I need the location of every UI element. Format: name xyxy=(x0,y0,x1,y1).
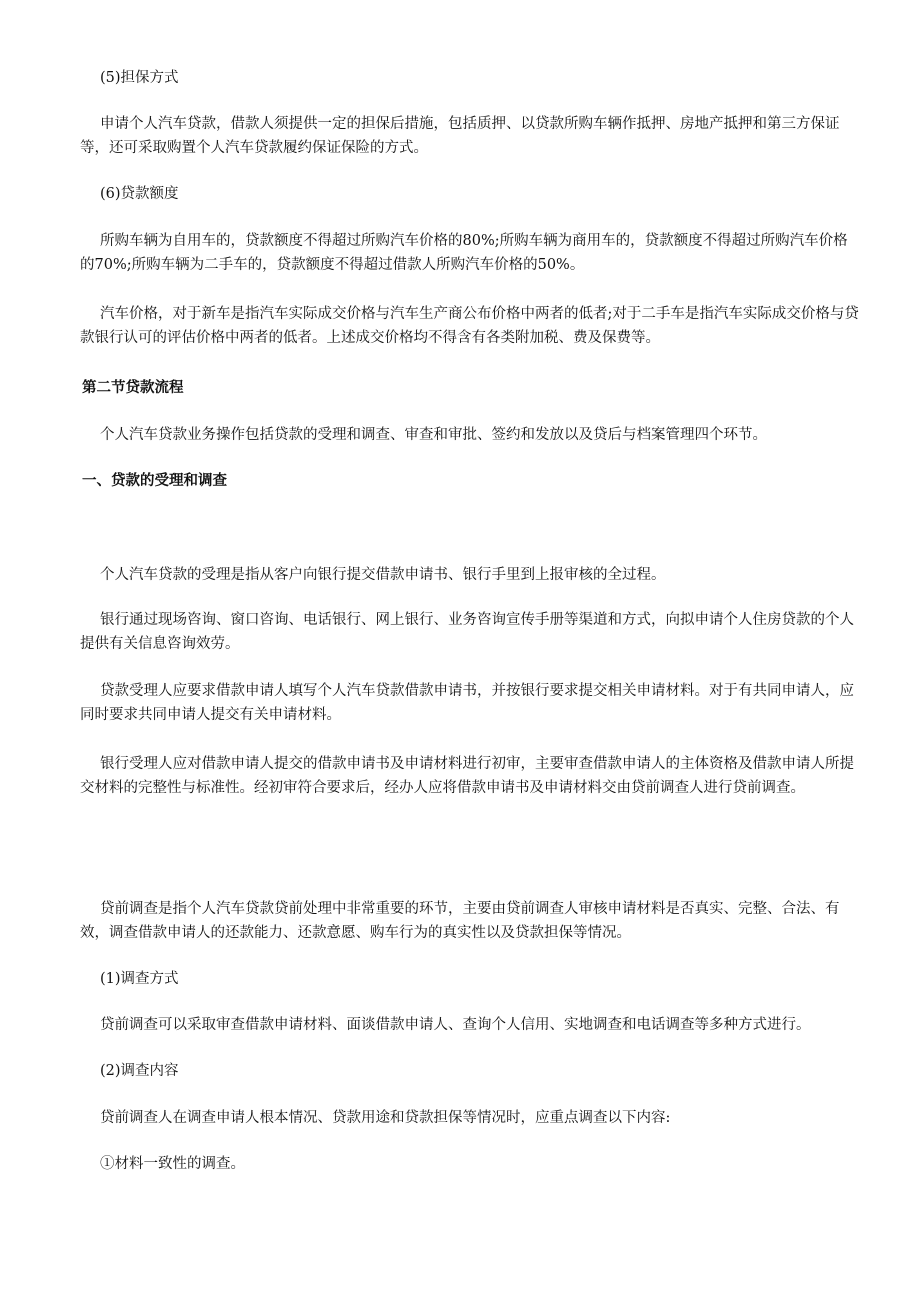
paragraph-consulting: 银行通过现场咨询、窗口咨询、电话银行、网上银行、业务咨询宣传手册等渠道和方式，向拟申请个人住房贷款的个人提供有关信息咨询效劳。 xyxy=(80,612,854,652)
section-label-content: (2)调查内容 xyxy=(100,1063,179,1079)
paragraph-initial-review: 银行受理人应对借款申请人提交的借款申请书及申请材料进行初审，主要审查借款申请人的主体资格及借款申请人所提交材料的完整性与标准性。经初审符合要求后，经办人应将借款申请书及申请材料交由贷前调查人进行贷前调查。 xyxy=(80,756,854,796)
paragraph-acceptance-def: 个人汽车贷款的受理是指从客户向银行提交借款申请书、银行手里到上报审核的全过程。 xyxy=(100,567,666,583)
paragraph-application: 贷款受理人应要求借款申请人填写个人汽车贷款借款申请书，并按银行要求提交相关申请材料。对于有共同申请人，应同时要求共同申请人提交有关申请材料。 xyxy=(80,683,854,723)
heading-section-2: 第二节贷款流程 xyxy=(82,379,184,396)
heading-acceptance: 一、贷款的受理和调查 xyxy=(82,472,227,489)
paragraph-car-price: 汽车价格，对于新车是指汽车实际成交价格与汽车生产商公布价格中两者的低者;对于二手车是指汽车实际成交价格与贷款银行认可的评估价格中两者的低者。上述成交价格均不得含有各类附加税、费及保费等。 xyxy=(80,306,859,346)
paragraph-pre-loan: 贷前调查是指个人汽车贷款贷前处理中非常重要的环节，主要由贷前调查人审核申请材料是否真实、完整、合法、有效，调查借款申请人的还款能力、还款意愿、购车行为的真实性以及贷款担保等情况。 xyxy=(80,901,840,941)
list-item-consistency: ①材料一致性的调查。 xyxy=(100,1156,245,1172)
paragraph-guarantee: 申请个人汽车贷款，借款人须提供一定的担保后措施，包括质押、以贷款所购车辆作抵押、房地产抵押和第三方保证等，还可采取购置个人汽车贷款履约保证保险的方式。 xyxy=(80,116,840,156)
paragraph-process-overview: 个人汽车贷款业务操作包括贷款的受理和调查、审查和审批、签约和发放以及贷后与档案管理四个环节。 xyxy=(100,427,767,443)
section-label-guarantee: (5)担保方式 xyxy=(100,70,179,86)
paragraph-loan-amount: 所购车辆为自用车的，贷款额度不得超过所购汽车价格的80%;所购车辆为商用车的，贷款额度不得超过所购汽车价格的70%;所购车辆为二手车的，贷款额度不得超过借款人所购汽车价格的50%。 xyxy=(80,233,848,273)
section-label-loan-amount: (6)贷款额度 xyxy=(100,186,179,202)
paragraph-method: 贷前调查可以采取审查借款申请材料、面谈借款申请人、查询个人信用、实地调查和电话调查等多种方式进行。 xyxy=(100,1017,811,1033)
section-label-method: (1)调查方式 xyxy=(100,971,179,987)
paragraph-content: 贷前调查人在调查申请人根本情况、贷款用途和贷款担保等情况时，应重点调查以下内容: xyxy=(100,1110,671,1126)
